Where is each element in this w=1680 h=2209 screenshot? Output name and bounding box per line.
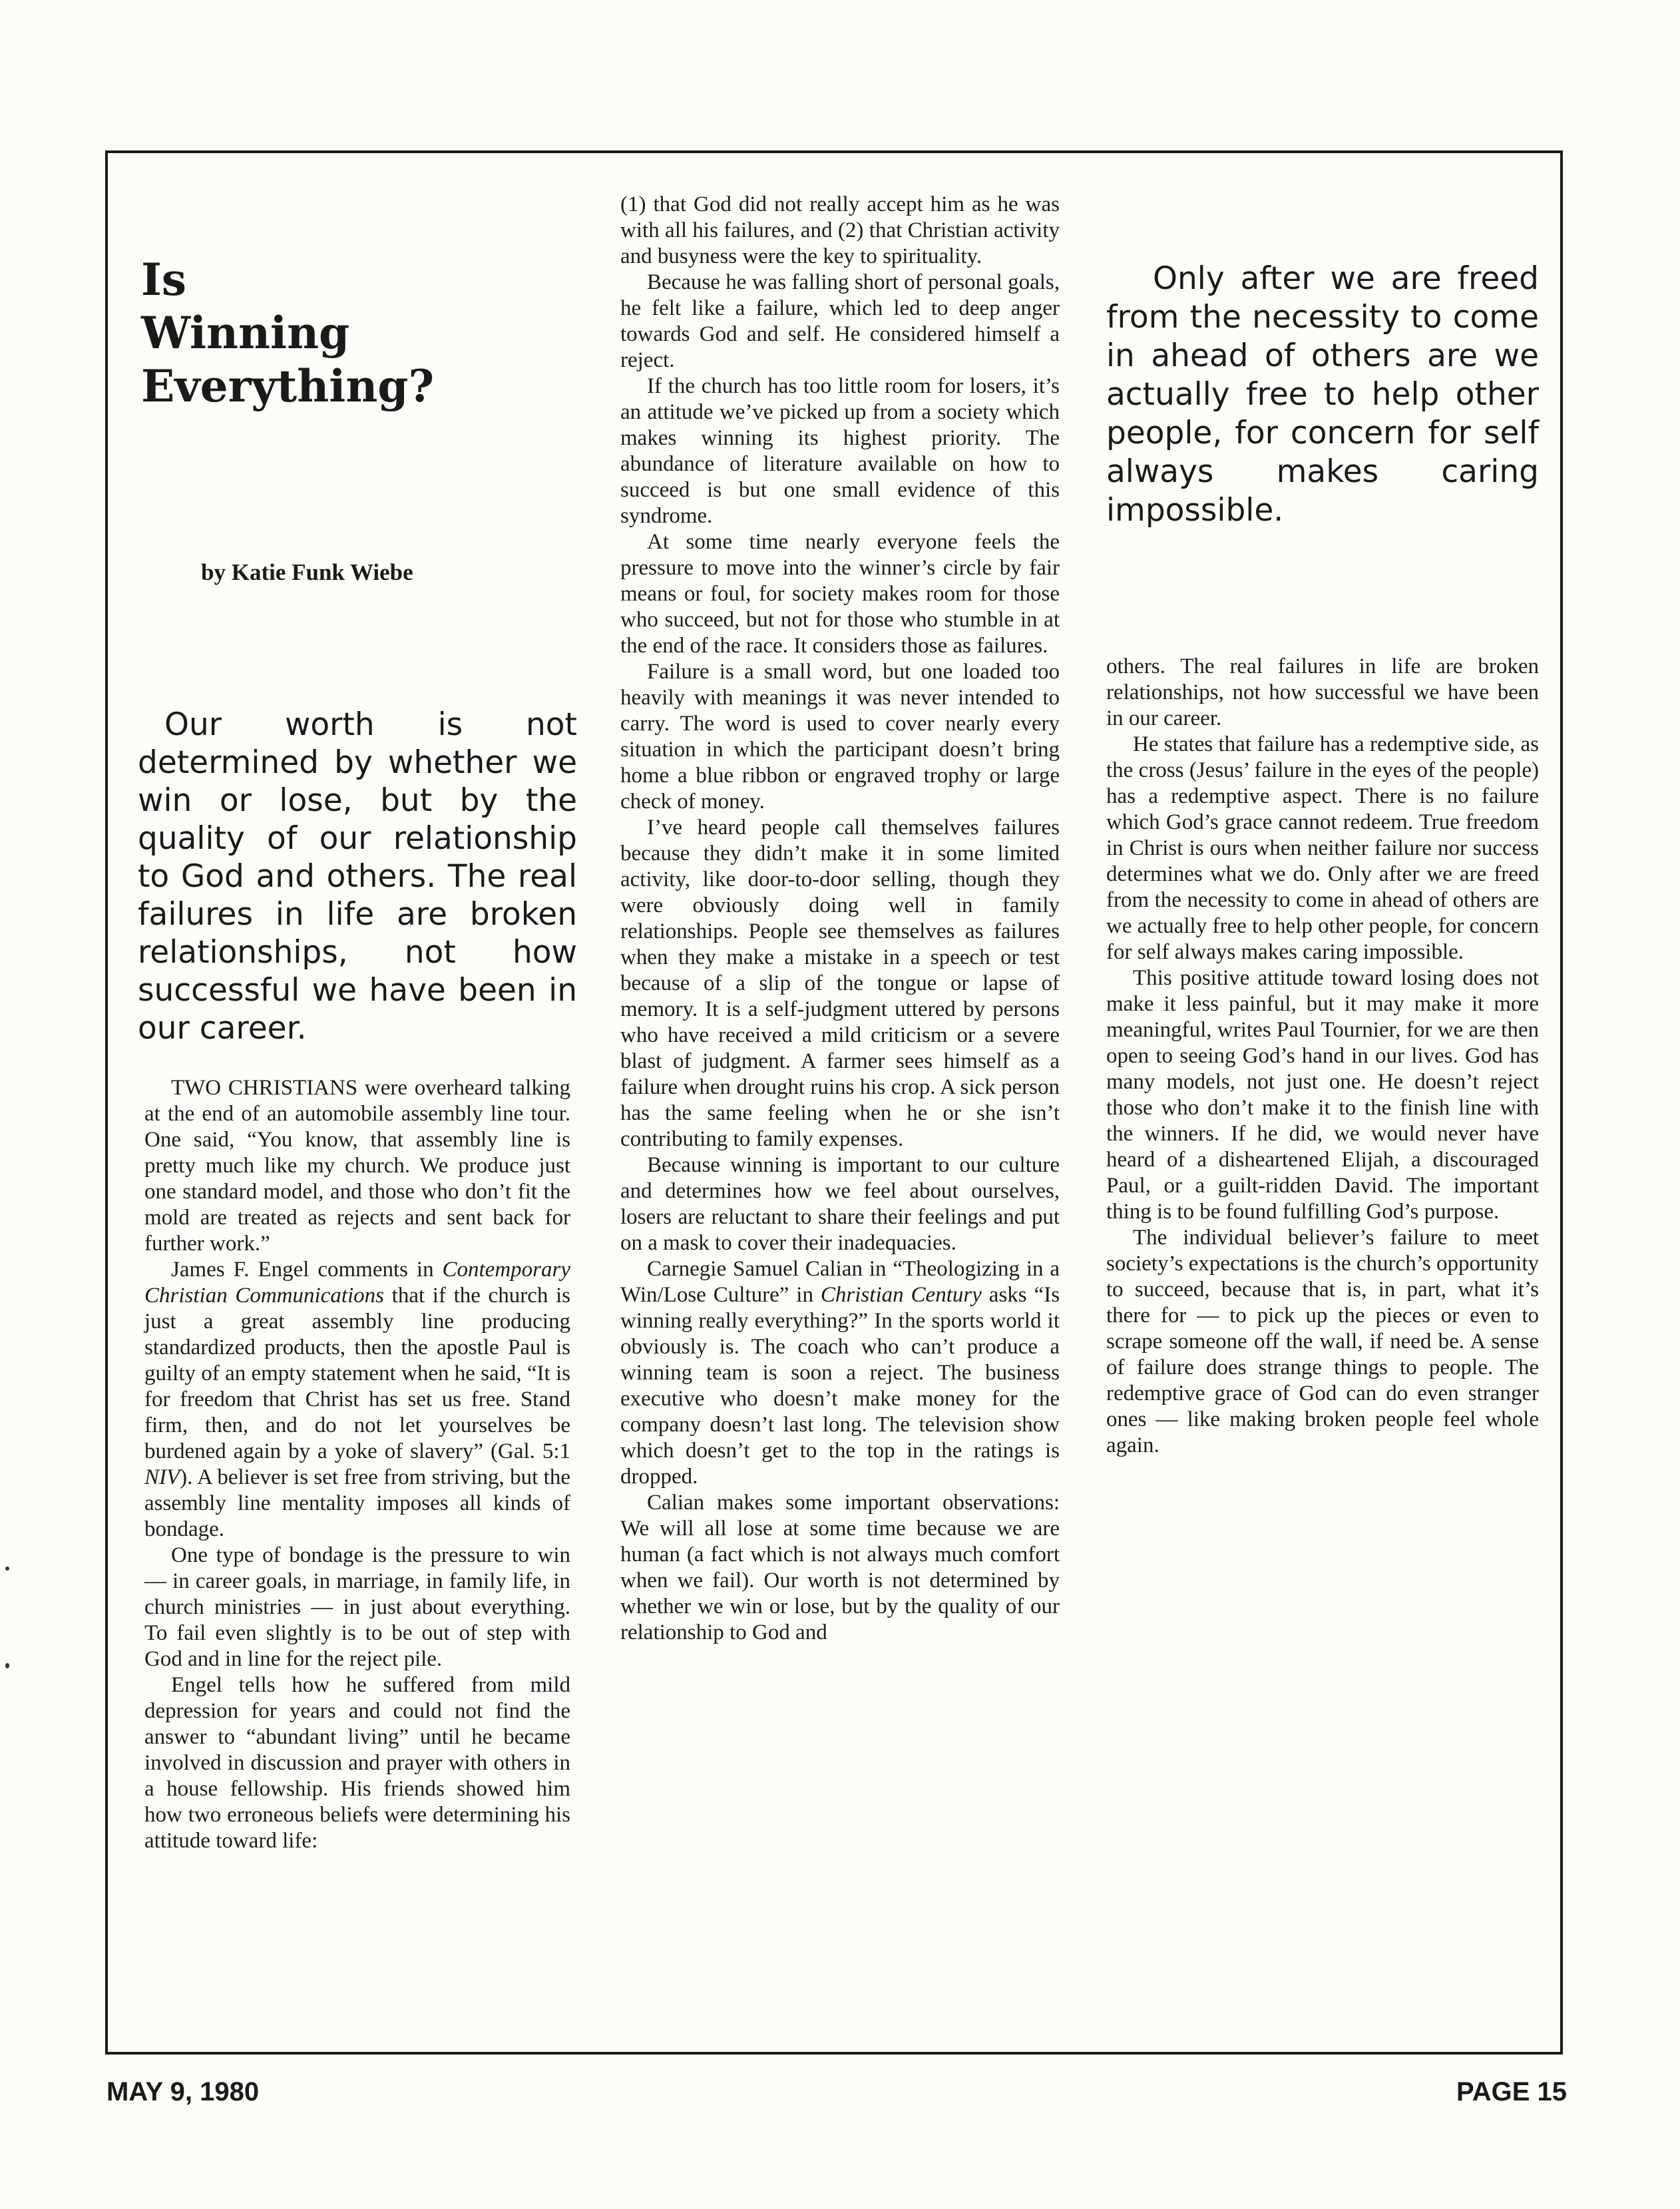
paragraph: Engel tells how he suffered from mild depression for years and could not find the answer to “abundant living” until he became involved in discussion and prayer with others in a house fellowship. His friends showed him how two erroneous beliefs were determining his attitude toward life:: [144, 1673, 570, 1853]
paragraph: The individual believer’s failure to meet society’s expectations is the church’s opportunity to succeed, because that is, in part, what it’s there for — to pick up the pieces or even to scrape someone off the wall, if need be. A sense of failure does strange things to people. The redemptive grace of God can do even stranger ones — like making broken people feel whole again.: [1106, 1226, 1539, 1457]
paragraph: [620, 1256, 1060, 1490]
scan-speck: [5, 1567, 9, 1571]
column-3: [1106, 153, 1549, 2052]
pull-quote: Our worth is not determined by whether we win or lose, but by the quality of our relationship to God and others. The real failures in life are broken relationships, not how successful we have been in our career.: [138, 706, 577, 1047]
bible-version: NIV: [144, 1465, 180, 1489]
column-2: [620, 153, 1100, 2052]
publication-title: Contemporary Christian Communications: [144, 1258, 570, 1308]
paragraph: Calian makes some important observations: We will all lose at some time because we are human (a fact which is not always much comfort when we fail). Our worth is not determined by whether we win or lose, but by the quality of our relationship to God and: [620, 1491, 1060, 1644]
article-title: [141, 253, 434, 413]
text-run: ). A believer is set free from striving, but the assembly line mentality imposes all kinds of bondage.: [144, 1465, 570, 1541]
publication-title: Christian Century: [820, 1283, 982, 1307]
article-frame: [105, 150, 1563, 2055]
paragraph: TWO CHRISTIANS were overheard talking at the end of an automobile assembly line tour. One said, “You know, that assembly line is pretty much like my church. We produce just one standard model, and those who don’t fit the mold are treated as rejects and sent back for further work.”: [144, 1076, 570, 1256]
text-run: James F. Engel comments in: [171, 1258, 434, 1282]
paragraph: Because he was falling short of personal goals, he felt like a failure, which led to deep anger towards God and self. He considered himself a reject.: [620, 270, 1060, 372]
column-1-body: [144, 1075, 570, 1854]
title-line: Everything?: [141, 360, 435, 412]
paragraph: Failure is a small word, but one loaded too heavily with meanings it was never intended to carry. The word is used to cover nearly every situation in which the participant doesn’t bring home a blue ribbon or engraved trophy or large check of money.: [620, 660, 1060, 814]
paragraph: Because winning is important to our culture and determines how we feel about ourselves, losers are reluctant to share their feelings and put on a mask to cover their inadequacies.: [620, 1153, 1060, 1255]
title-line: Winning: [141, 307, 350, 359]
text-run: asks “Is winning really everything?” In the sports world it obviously is. The coach who can’t produce a winning team is soon a reject. The business executive who doesn’t make money for the company doesn’t last long. The television show which doesn’t get to the top in the ratings is dropped.: [620, 1283, 1060, 1489]
scan-speck: [5, 1663, 9, 1668]
paragraph: I’ve heard people call themselves failures because they didn’t make it in some limited activity, like door-to-door selling, though they were obviously doing well in family relationships. People see themselves as failures when they make a mistake in a speech or test because of a slip of the tongue or lapse of memory. It is a self-judgment uttered by persons who have received a mild criticism or a severe blast of judgment. A farmer sees himself as a failure when drought ruins his crop. A sick person has the same feeling when he or she isn’t contributing to family expenses.: [620, 816, 1060, 1151]
text-run: that if the church is just a great assembly line producing standardized products, then the apostle Paul is guilty of an empty statement when he said, “It is for freedom that Christ has set us free. Stand firm, then, and do not let yourselves be burdened again by a yoke of slavery” (Gal. 5:1: [144, 1284, 570, 1463]
paragraph: At some time nearly everyone feels the pressure to move into the winner’s circle by fair means or foul, for society makes room for those who succeed, but not for those who stumble in at the end of the race. It considers those as failures.: [620, 530, 1060, 658]
paragraph: This positive attitude toward losing does not make it less painful, but it may make it more meaningful, writes Paul Tournier, for we are then open to seeing God’s hand in our lives. God has many models, not just one. He doesn’t reject those who don’t make it to the finish line with the winners. If he did, we would never have heard of a disheartened Elijah, a discouraged Paul, or a guilt-ridden David. The important thing is to be found fulfilling God’s purpose.: [1106, 966, 1539, 1224]
column-3-body: [1106, 654, 1539, 1459]
paragraph: others. The real failures in life are broken relationships, not how successful we have been in our career.: [1106, 654, 1539, 730]
pull-quote: Only after we are freed from the necessity to come in ahead of others are we actually free to help other people, for concern for self always makes caring impossible.: [1106, 260, 1539, 529]
title-line: Is: [141, 254, 187, 306]
paragraph: He states that failure has a redemptive side, as the cross (Jesus’ failure in the eyes of the people) has a redemptive aspect. There is no failure which God’s grace cannot redeem. True freedom in Christ is ours when neither failure nor success determines what we do. Only after we are freed from the necessity to come in ahead of others are we actually free to help other people, for concern for self always makes caring impossible.: [1106, 732, 1539, 964]
issue-date: MAY 9, 1980: [106, 2077, 260, 2106]
page-number: PAGE 15: [1456, 2077, 1567, 2106]
paragraph: One type of bondage is the pressure to win — in career goals, in marriage, in family life, in church ministries — in just about everything. To fail even slightly is to be out of step with God and in line for the reject pile.: [144, 1543, 570, 1671]
paragraph: [144, 1257, 570, 1543]
paragraph: If the church has too little room for losers, it’s an attitude we’ve picked up from a society which makes winning its highest priority. The abundance of literature available on how to succeed is but one small evidence of this syndrome.: [620, 374, 1060, 528]
paragraph: (1) that God did not really accept him as he was with all his failures, and (2) that Christian activity and busyness were the key to spirituality.: [620, 192, 1060, 268]
column-2-body: [620, 192, 1060, 1646]
text-run: Carnegie Samuel Calian in “Theologizing in a Win/Lose Culture” in: [620, 1257, 1060, 1307]
byline: by Katie Funk Wiebe: [201, 559, 413, 585]
